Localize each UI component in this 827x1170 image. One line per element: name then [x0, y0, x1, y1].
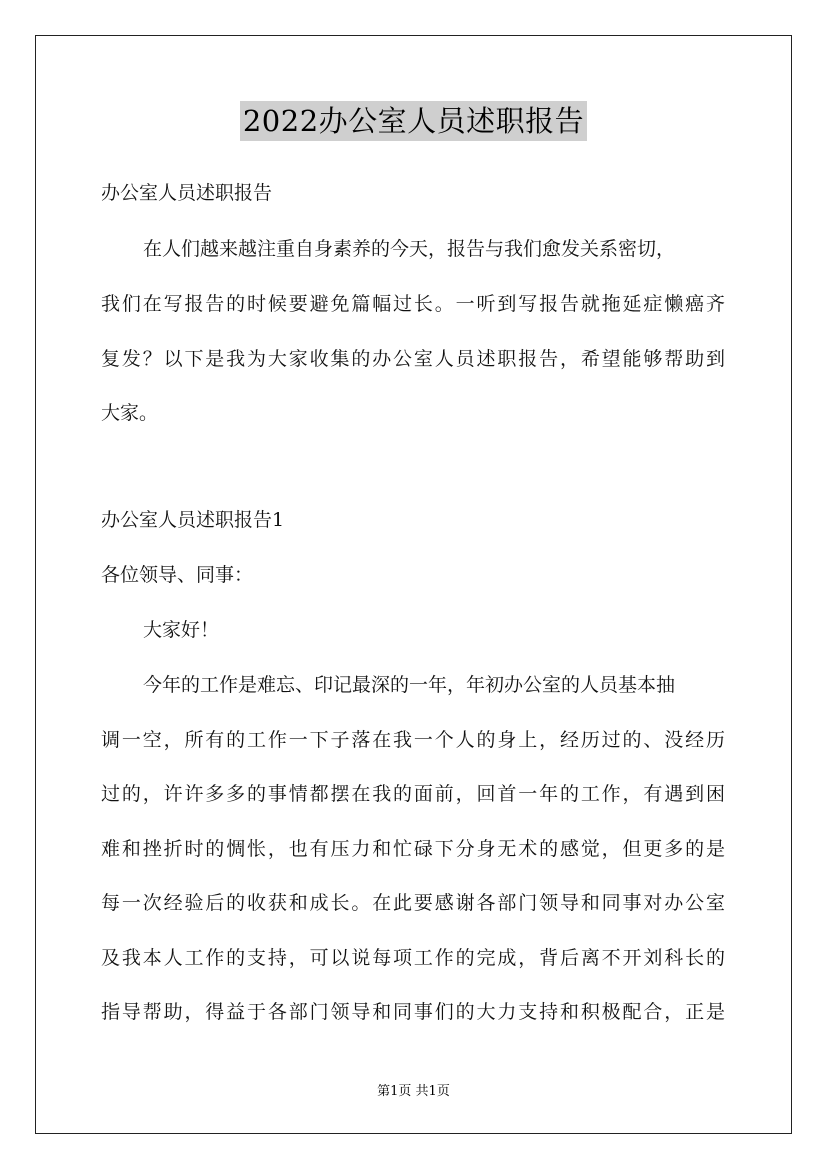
intro-line-1: 在人们越来越注重自身素养的今天，报告与我们愈发关系密切， — [143, 238, 676, 260]
body-line-4: 难和挫折时的惆怅，也有压力和忙碌下分身无术的感觉，但更多的是 — [101, 838, 725, 860]
document-subtitle: 办公室人员述职报告 — [101, 182, 273, 204]
intro-line-4: 大家。 — [101, 402, 159, 424]
body-line-5: 每一次经验后的收获和成长。在此要感谢各部门领导和同事对办公室 — [101, 892, 725, 914]
greeting: 大家好！ — [143, 619, 220, 641]
document-title: 2022办公室人员述职报告 — [240, 101, 587, 141]
intro-line-2: 我们在写报告的时候要避免篇幅过长。一听到写报告就拖延症懒癌齐 — [101, 293, 725, 315]
body-line-3: 过的，许许多多的事情都摆在我的面前，回首一年的工作，有遇到困 — [101, 783, 725, 805]
intro-line-3: 复发？以下是我为大家收集的办公室人员述职报告，希望能够帮助到 — [101, 348, 725, 370]
body-line-7: 指导帮助，得益于各部门领导和同事们的大力支持和积极配合，正是 — [101, 1001, 725, 1023]
body-line-1: 今年的工作是难忘、印记最深的一年，年初办公室的人员基本抽 — [143, 674, 676, 696]
page-footer: 第1页 共1页 — [377, 1084, 450, 1099]
body-line-2: 调一空，所有的工作一下子落在我一个人的身上，经历过的、没经历 — [101, 729, 725, 751]
title-container — [0, 101, 827, 141]
salutation: 各位领导、同事： — [101, 564, 254, 586]
body-line-6: 及我本人工作的支持，可以说每项工作的完成，背后离不开刘科长的 — [101, 947, 725, 969]
section-heading: 办公室人员述职报告1 — [101, 509, 285, 531]
